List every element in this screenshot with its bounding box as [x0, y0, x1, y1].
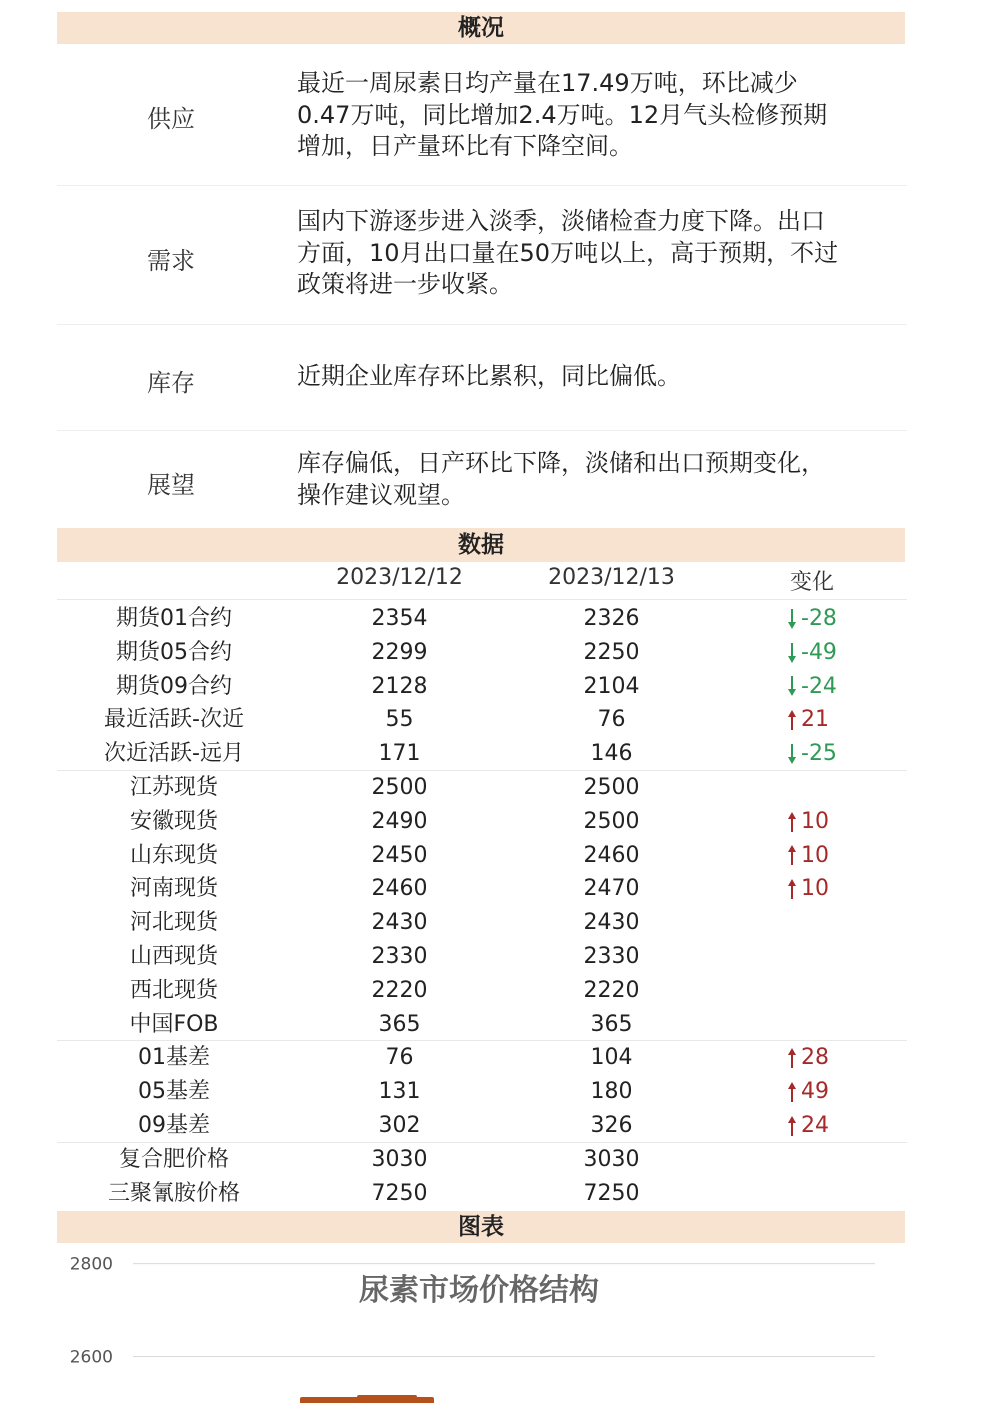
overview-row-outlook — [57, 431, 907, 527]
overview-row-demand — [57, 186, 907, 325]
table-row — [57, 974, 907, 1008]
row-name: 西北现货 — [129, 977, 218, 1003]
up-arrow-icon — [787, 1115, 797, 1137]
row-value-date1: 55 — [385, 707, 414, 733]
column-header-date2: 2023/12/13 — [548, 565, 675, 590]
row-name: 期货05合约 — [116, 639, 232, 665]
row-value-date2: 2220 — [583, 977, 640, 1003]
row-name: 01基差 — [138, 1045, 210, 1071]
up-arrow-icon — [787, 811, 797, 833]
row-value-date1: 131 — [378, 1079, 421, 1105]
chart-bar — [357, 1395, 417, 1403]
row-value-date2: 326 — [590, 1113, 633, 1138]
row-value-date2: 146 — [590, 741, 633, 767]
table-row — [57, 602, 907, 636]
row-name: 05基差 — [138, 1079, 210, 1105]
y-tick-label: 2800 — [69, 1254, 113, 1275]
row-value-date2: 2430 — [583, 910, 640, 936]
y-tick-label: 2600 — [69, 1347, 113, 1368]
row-value-date2: 180 — [590, 1079, 633, 1105]
data-section-title: 数据 — [57, 528, 905, 562]
table-row — [57, 1008, 907, 1042]
row-name: 江苏现货 — [129, 775, 218, 800]
row-value-date1: 171 — [378, 741, 421, 767]
price-structure-chart — [57, 1245, 907, 1403]
row-value-date1: 302 — [378, 1113, 421, 1138]
change-value: -28 — [801, 606, 837, 631]
row-name: 中国FOB — [129, 1011, 219, 1037]
column-header-date1: 2023/12/12 — [336, 565, 463, 590]
row-value-date1: 2490 — [371, 808, 428, 834]
row-value-date2: 2104 — [583, 673, 640, 699]
row-value-date1: 2128 — [371, 673, 428, 699]
overview-row-supply — [57, 44, 907, 186]
row-name: 期货01合约 — [116, 606, 232, 631]
overview-text: 国内下游逐步进入淡季，淡储检查力度下降。出口 方面，10月出口量在50万吨以上，高于预期，不过 政策将进一步收紧。 — [297, 207, 839, 298]
row-value-date2: 2250 — [583, 639, 640, 665]
table-row — [57, 737, 907, 771]
change-value: -25 — [801, 741, 837, 767]
table-row — [57, 1109, 907, 1143]
change-value: 28 — [801, 1045, 829, 1071]
table-row — [57, 703, 907, 737]
table-row — [57, 1177, 907, 1211]
chart-canvas — [57, 1245, 907, 1403]
row-value-date1: 365 — [378, 1011, 421, 1037]
row-value-date2: 76 — [597, 707, 626, 733]
overview-text: 库存偏低，日产环比下降，淡储和出口预期变化， 操作建议观望。 — [297, 449, 825, 509]
row-value-date1: 3030 — [371, 1146, 428, 1172]
change-value: 24 — [801, 1113, 829, 1138]
change-value: -49 — [801, 639, 837, 665]
row-value-date1: 2500 — [371, 775, 428, 800]
up-arrow-icon — [787, 844, 797, 866]
row-value-date1: 2330 — [371, 944, 428, 969]
row-name: 三聚氰胺价格 — [107, 1180, 240, 1206]
table-row — [57, 1143, 907, 1177]
row-value-date2: 104 — [590, 1045, 633, 1071]
row-value-date2: 2460 — [583, 842, 640, 868]
group-separator — [57, 1142, 907, 1143]
up-arrow-icon — [787, 878, 797, 900]
row-name: 次近活跃-远月 — [104, 741, 244, 767]
up-arrow-icon — [787, 1081, 797, 1103]
table-row — [57, 1041, 907, 1075]
row-name: 安徽现货 — [129, 808, 218, 834]
table-row — [57, 906, 907, 940]
row-value-date2: 365 — [590, 1011, 633, 1037]
row-value-date1: 76 — [385, 1045, 414, 1071]
down-arrow-icon — [787, 608, 797, 630]
table-row — [57, 670, 907, 704]
table-row — [57, 805, 907, 839]
row-name: 河北现货 — [129, 910, 218, 936]
group-separator — [57, 770, 907, 771]
row-value-date1: 2450 — [371, 842, 428, 868]
row-value-date1: 2430 — [371, 910, 428, 936]
up-arrow-icon — [787, 1047, 797, 1069]
column-header-change: 变化 — [789, 570, 834, 595]
row-value-date1: 7250 — [371, 1180, 428, 1206]
overview-row-inventory — [57, 325, 907, 431]
table-row — [57, 1075, 907, 1109]
down-arrow-icon — [787, 675, 797, 697]
overview-label: 库存 — [147, 369, 195, 397]
row-value-date1: 2220 — [371, 977, 428, 1003]
row-value-date2: 2326 — [583, 606, 640, 631]
row-value-date1: 2299 — [371, 639, 428, 665]
overview-section-title: 概况 — [57, 12, 905, 44]
chart-section-title: 图表 — [57, 1211, 905, 1243]
row-value-date2: 3030 — [583, 1146, 640, 1172]
row-value-date2: 2470 — [583, 876, 640, 902]
group-separator — [57, 599, 907, 600]
overview-label: 需求 — [147, 247, 195, 275]
row-value-date2: 2330 — [583, 944, 640, 969]
group-separator — [57, 1040, 907, 1041]
row-value-date2: 7250 — [583, 1180, 640, 1206]
table-row — [57, 636, 907, 670]
up-arrow-icon — [787, 709, 797, 731]
overview-label: 展望 — [147, 471, 195, 499]
row-value-date2: 2500 — [583, 808, 640, 834]
change-value: -24 — [801, 673, 837, 699]
row-value-date2: 2500 — [583, 775, 640, 800]
row-name: 期货09合约 — [116, 673, 232, 699]
row-value-date1: 2354 — [371, 606, 428, 631]
chart-title: 尿素市场价格结构 — [359, 1273, 599, 1308]
change-value: 49 — [801, 1079, 829, 1105]
row-value-date1: 2460 — [371, 876, 428, 902]
table-row — [57, 872, 907, 906]
overview-text: 近期企业库存环比累积，同比偏低。 — [297, 362, 681, 390]
table-row — [57, 771, 907, 805]
row-name: 河南现货 — [129, 876, 218, 902]
row-name: 山东现货 — [129, 842, 218, 868]
change-value: 10 — [801, 876, 829, 902]
table-row — [57, 940, 907, 974]
row-name: 复合肥价格 — [118, 1146, 229, 1172]
down-arrow-icon — [787, 642, 797, 664]
table-row — [57, 839, 907, 873]
row-name: 最近活跃-次近 — [104, 707, 244, 733]
row-name: 山西现货 — [129, 944, 218, 969]
overview-label: 供应 — [147, 105, 195, 133]
row-name: 09基差 — [138, 1113, 210, 1138]
change-value: 10 — [801, 808, 829, 834]
overview-text: 最近一周尿素日均产量在17.49万吨，环比减少 0.47万吨，同比增加2.4万吨。12月气头检修预期 增加，日产量环比有下降空间。 — [297, 69, 828, 160]
down-arrow-icon — [787, 743, 797, 765]
change-value: 10 — [801, 842, 829, 868]
change-value: 21 — [801, 707, 829, 733]
